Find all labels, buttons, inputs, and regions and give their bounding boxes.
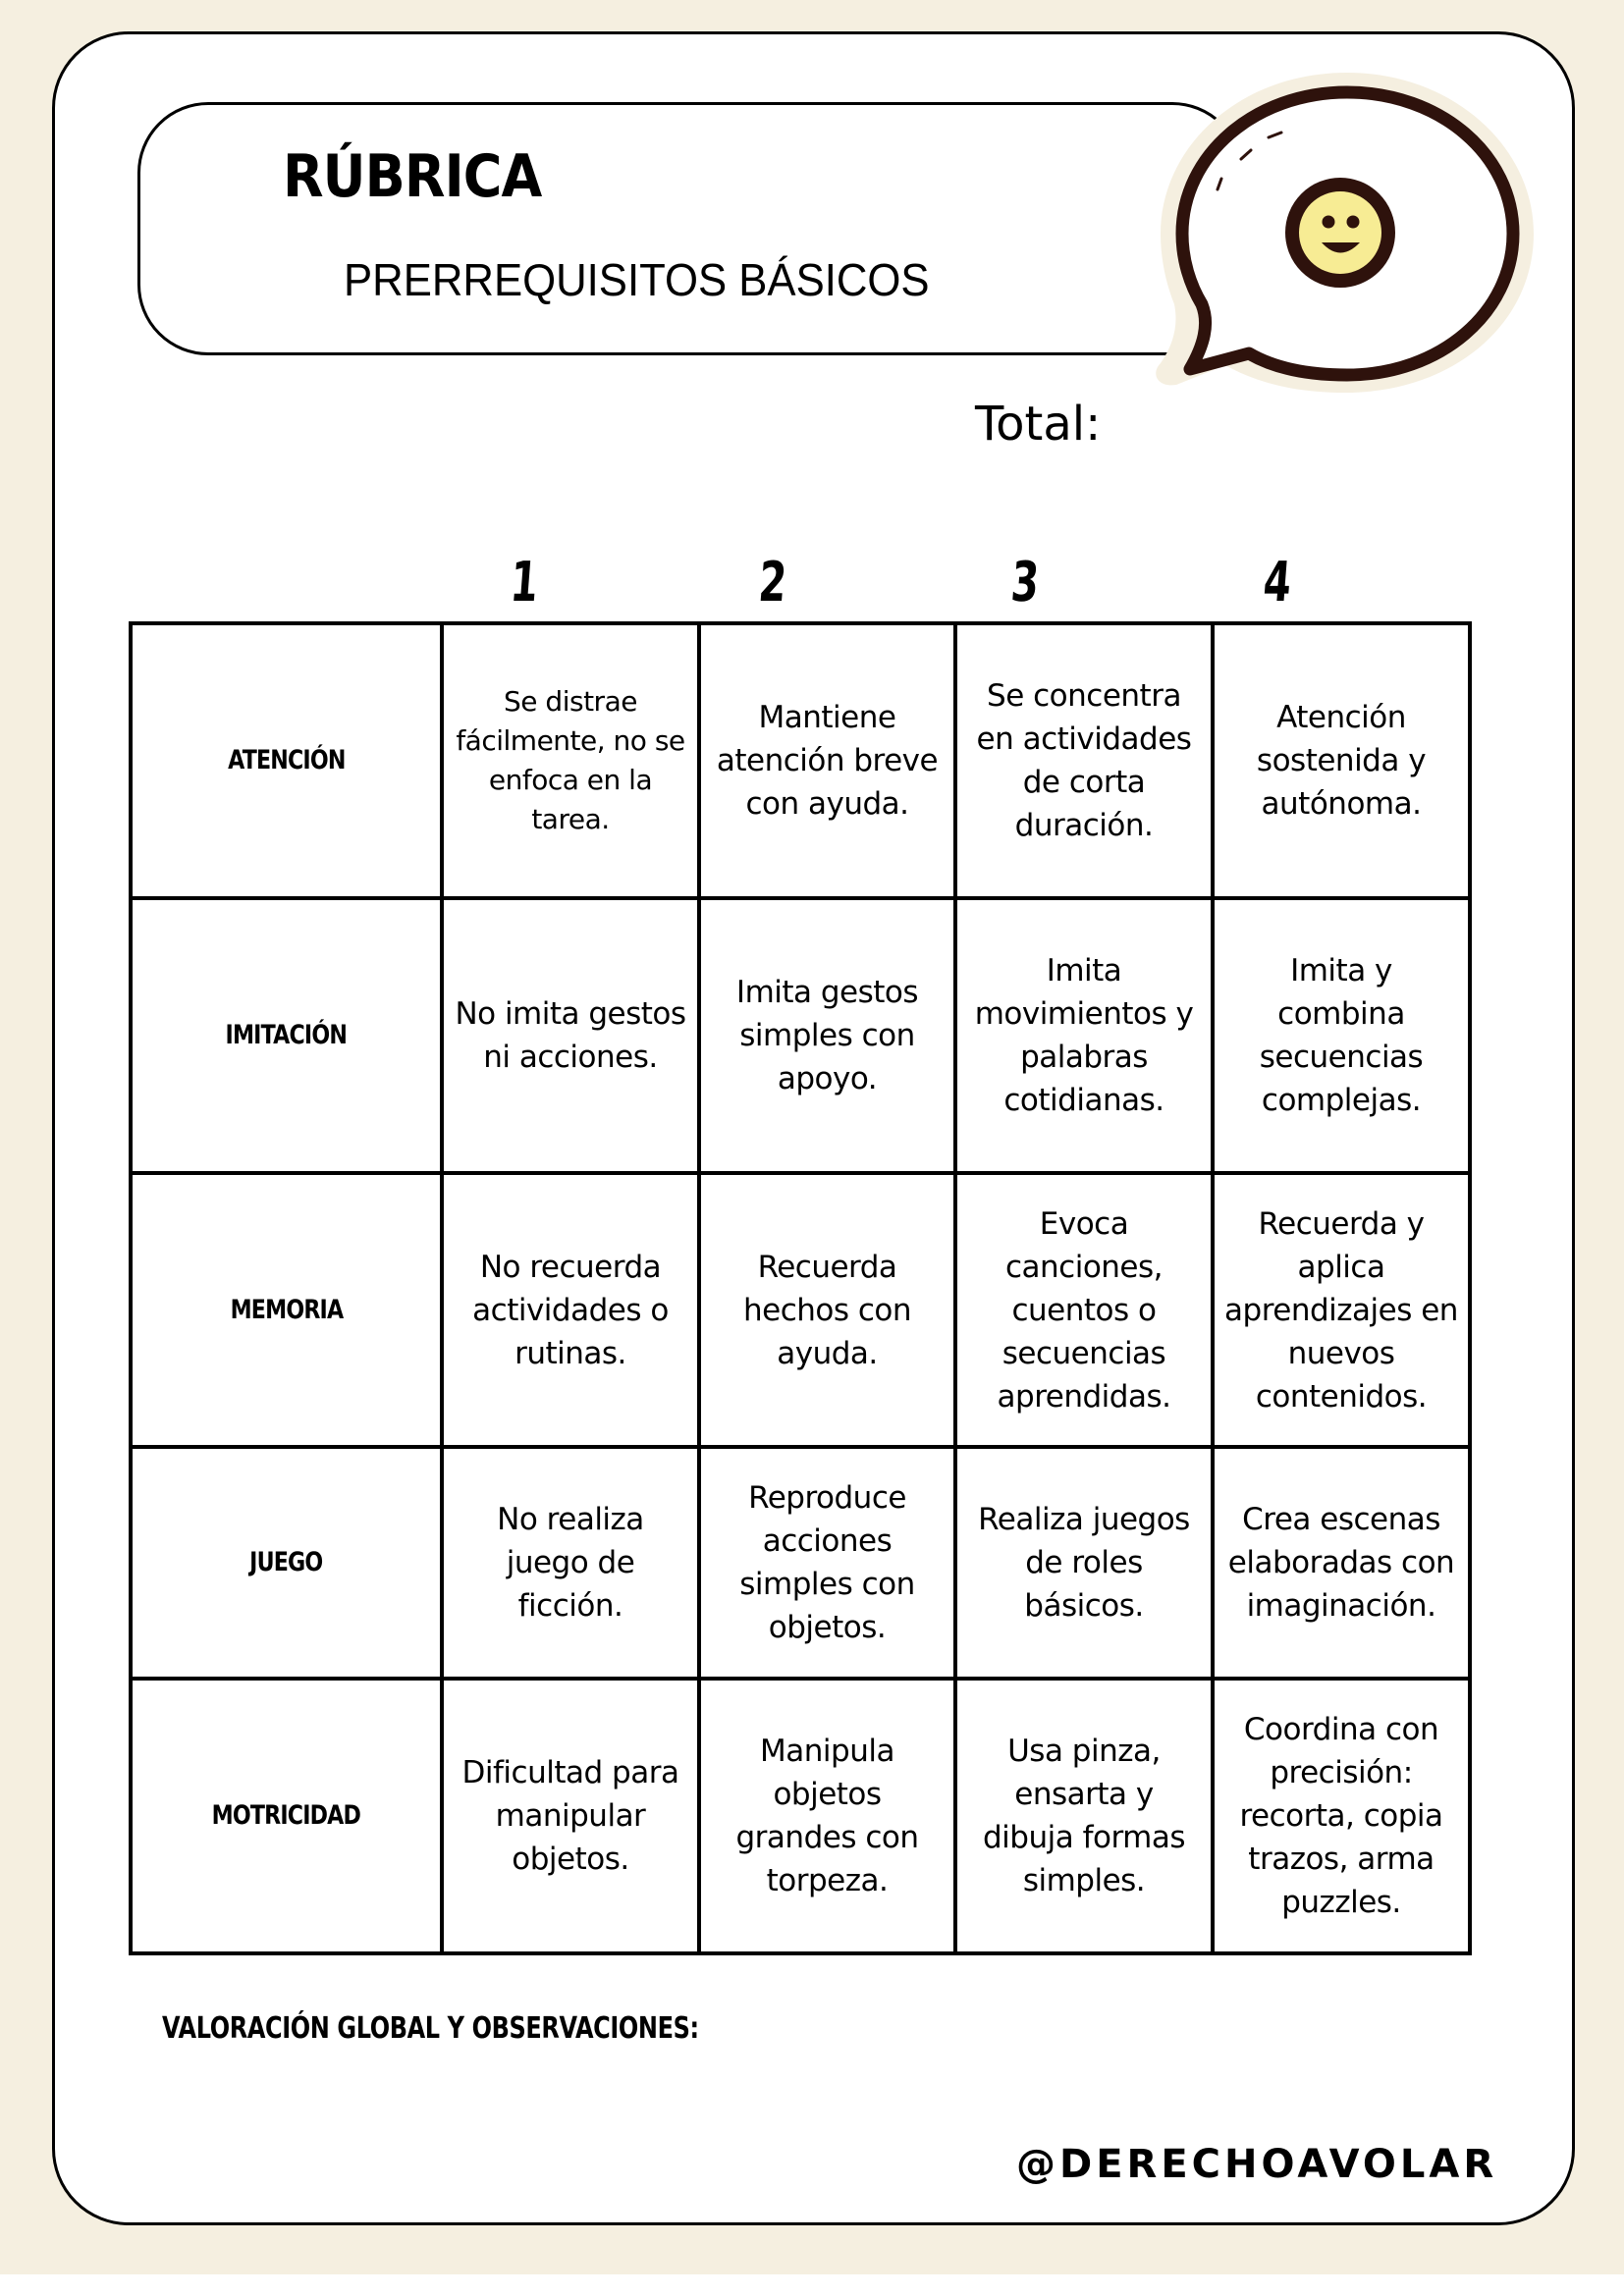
criterion-cell bbox=[131, 1447, 442, 1679]
rubric-cell: Imita y combina secuencias complejas. bbox=[1213, 898, 1470, 1173]
speech-bubble-smiley-icon bbox=[1149, 69, 1542, 402]
rubric-cell: Mantiene atención breve con ayuda. bbox=[699, 623, 955, 898]
page-title: RÚBRICA bbox=[283, 142, 542, 211]
smiley-face bbox=[1292, 185, 1388, 281]
level-header-3: 3 bbox=[1008, 551, 1042, 614]
rubric-cell: Crea escenas elaboradas con imaginación. bbox=[1213, 1447, 1470, 1679]
rubric-cell: Recuerda y aplica aprendizajes en nuevos contenidos. bbox=[1213, 1173, 1470, 1447]
rubric-cell: No recuerda actividades o rutinas. bbox=[442, 1173, 699, 1447]
criterion-label: ATENCIÓN bbox=[227, 745, 346, 775]
rubric-cell: Evoca canciones, cuentos o secuencias aprendidas. bbox=[955, 1173, 1213, 1447]
rubric-cell: Imita gestos simples con apoyo. bbox=[699, 898, 955, 1173]
observations-label: VALORACIÓN GLOBAL Y OBSERVACIONES: bbox=[162, 2011, 699, 2046]
level-header-2: 2 bbox=[756, 551, 789, 614]
rubric-cell: No imita gestos ni acciones. bbox=[442, 898, 699, 1173]
criterion-label: MEMORIA bbox=[230, 1294, 343, 1325]
rubric-cell: Usa pinza, ensarta y dibuja formas simples. bbox=[955, 1679, 1213, 1953]
rubric-cell: Dificultad para manipular objetos. bbox=[442, 1679, 699, 1953]
table-row bbox=[131, 1679, 1470, 1953]
table-row bbox=[131, 623, 1470, 898]
table-row bbox=[131, 1447, 1470, 1679]
criterion-label: IMITACIÓN bbox=[225, 1020, 348, 1050]
footer-handle: @DERECHOAVOLAR bbox=[1016, 2142, 1498, 2187]
rubric-cell: Manipula objetos grandes con torpeza. bbox=[699, 1679, 955, 1953]
criterion-label: MOTRICIDAD bbox=[211, 1800, 361, 1831]
criterion-cell bbox=[131, 898, 442, 1173]
header-box bbox=[137, 102, 1243, 355]
smiley-eye-right bbox=[1347, 216, 1360, 229]
rubric-cell: Realiza juegos de roles básicos. bbox=[955, 1447, 1213, 1679]
criterion-cell bbox=[131, 1173, 442, 1447]
smiley-eye-left bbox=[1323, 216, 1335, 229]
total-label: Total: bbox=[975, 397, 1102, 452]
rubric-cell: Se concentra en actividades de corta duración. bbox=[955, 623, 1213, 898]
table-row bbox=[131, 898, 1470, 1173]
rubric-cell: Atención sostenida y autónoma. bbox=[1213, 623, 1470, 898]
table-row bbox=[131, 1173, 1470, 1447]
rubric-cell: Reproduce acciones simples con objetos. bbox=[699, 1447, 955, 1679]
rubric-cell: Se distrae fácilmente, no se enfoca en la tarea. bbox=[442, 623, 699, 898]
rubric-cell: Coordina con precisión: recorta, copia trazos, arma puzzles. bbox=[1213, 1679, 1470, 1953]
rubric-cell: Imita movimientos y palabras cotidianas. bbox=[955, 898, 1213, 1173]
criterion-cell bbox=[131, 623, 442, 898]
rubric-cell: No realiza juego de ficción. bbox=[442, 1447, 699, 1679]
page-subtitle: PRERREQUISITOS BÁSICOS bbox=[344, 254, 930, 305]
criterion-label: JUEGO bbox=[249, 1547, 323, 1577]
level-header-4: 4 bbox=[1261, 551, 1294, 614]
rubric-table bbox=[129, 621, 1472, 1955]
level-header-1: 1 bbox=[508, 551, 541, 614]
criterion-cell bbox=[131, 1679, 442, 1953]
rubric-cell: Recuerda hechos con ayuda. bbox=[699, 1173, 955, 1447]
